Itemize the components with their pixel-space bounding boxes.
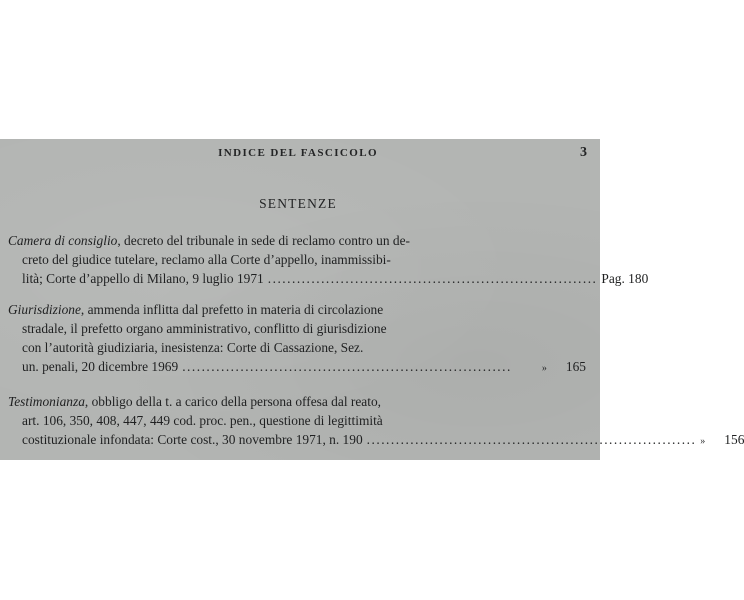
entry-text: creto del giudice tutelare, reclamo alla Corte d’appello, inammissibi- (22, 252, 391, 267)
ditto-mark: » (700, 436, 706, 447)
dot-leader: .................................................................... (366, 432, 697, 447)
entry-term: Testimonianza (8, 394, 85, 409)
entry-line (8, 392, 586, 411)
running-head (0, 147, 600, 163)
entry-text: con l’autorità giudiziaria, inesistenza: Corte di Cassazione, Sez. (22, 340, 364, 355)
entry-text: , decreto del tribunale in sede di reclamo contro un de- (117, 233, 410, 248)
index-entry (8, 392, 744, 449)
dot-leader: .................................................................... (267, 271, 598, 286)
page-reference: 156 (724, 432, 744, 447)
entry-line (8, 319, 586, 338)
entry-text: lità; Corte d’appello di Milano, 9 luglio 1971 (22, 271, 264, 286)
entry-term: Giurisdizione (8, 302, 81, 317)
page-reference: Pag. 180 (601, 271, 649, 286)
entry-text: art. 106, 350, 408, 447, 449 cod. proc. pen., questione di legittimità (22, 413, 383, 428)
entry-line (8, 430, 744, 449)
entry-text: un. penali, 20 dicembre 1969 (22, 359, 179, 374)
entry-line (8, 231, 586, 250)
book-page (0, 139, 744, 460)
entry-line (8, 300, 586, 319)
entry-line (8, 338, 586, 357)
entry-term: Camera di consiglio (8, 233, 118, 248)
entry-line (8, 411, 586, 430)
entry-text: , obbligo della t. a carico della persona offesa dal reato, (84, 394, 381, 409)
entry-line (8, 357, 586, 376)
page-reference: 165 (565, 359, 586, 374)
entry-line (8, 269, 649, 288)
index-entry (8, 300, 586, 376)
entry-text: stradale, il prefetto organo amministrativo, conflitto di giurisdizione (22, 321, 387, 336)
dot-leader: .................................................................... (182, 359, 512, 374)
running-title: INDICE DEL FASCICOLO (218, 147, 378, 159)
entry-text: costituzionale infondata: Corte cost., 30 novembre 1971, n. 190 (22, 432, 363, 447)
ditto-mark: » (541, 363, 547, 374)
page-number: 3 (580, 145, 587, 160)
entry-line (8, 250, 586, 269)
section-heading: SENTENZE (259, 196, 337, 211)
index-entry (8, 231, 649, 288)
entry-text: , ammenda inflitta dal prefetto in materia di circolazione (80, 302, 384, 317)
